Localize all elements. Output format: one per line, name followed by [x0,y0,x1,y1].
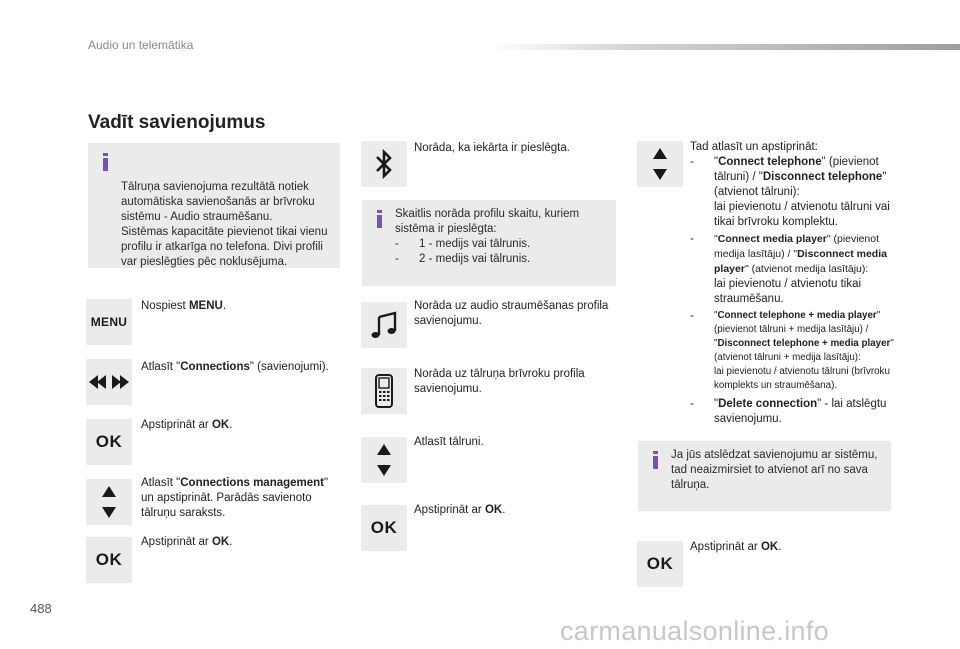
info-box-disconnect [638,441,891,511]
bluetooth-icon [361,141,407,187]
list-item: - 1 - medijs vai tālrunis. [395,238,531,250]
bluetooth-description: Norāda, ka iekārta ir pieslēgta. [414,142,570,154]
info-text: Ja jūs atslēdzat savienojumu ar sistēmu, tad neaizmirsiet to atvienot arī no sava tālruņa. [671,449,878,491]
up-down-arrows-icon [361,437,407,483]
menu-button-icon [86,299,132,345]
ok-button-icon: OK [86,537,132,583]
ok-button-icon: OK [86,419,132,465]
option-connect-media-player: - "Connect media player" (pievienot medija lasītāju) / "Disconnect media player" (atvienot medija lasītāju): lai pievienotu / atvienotu tikai straumēšanu. [690,233,887,305]
option-connect-telephone-media: - "Connect telephone + media player" (pievienot tālruni + medija lasītāju) / "Disconnect telephone + media player" (atvienot tālruni + medija lasītāju): lai pievienotu / atvienotu tālruni (brīvroku komplekts un straumēšana). [690,310,894,391]
music-note-icon [361,302,407,348]
mobile-phone-icon [361,368,407,414]
phone-description: Norāda uz tālruņa brīvroku profila savienojumu. [414,368,585,395]
option-delete-connection: - "Delete connection" - lai atslēgtu savienojumu. [690,398,887,425]
header-bar [490,44,960,50]
ok-button-icon: OK [361,505,407,551]
step-confirm-ok-1: Apstiprināt ar OK. [141,419,233,431]
up-down-arrows-icon [637,141,683,187]
section-header: Audio un telemātika [88,38,194,52]
info-text: Tālruņa savienojuma rezultātā notiek automātiska savienošanās ar brīvroku sistēmu - Audio straumēšanu. Sistēmas kapacitāte pievienot tikai vienu profilu ir atkarīga no telefona. Divi profili var pieslēgties pēc noklusējuma. [121,181,328,268]
info-box-profiles [362,200,616,286]
up-down-arrows-icon [86,479,132,525]
page-number: 488 [30,601,52,616]
ok-button-icon: OK [637,541,683,587]
page-title: Vadīt savienojumus [88,112,266,133]
list-item: - 2 - medijs vai tālrunis. [395,253,531,265]
info-icon [377,210,382,228]
options-list [690,140,900,427]
left-right-arrows-icon [86,359,132,405]
option-connect-telephone: - "Connect telephone" (pievienot tālruni) / "Disconnect telephone" (atvienot tālruni): lai pievienotu / atvienotu tālruni vai tikai brīvroku komplektu. [690,156,890,228]
step-confirm-ok-col3: Apstiprināt ar OK. [690,541,782,553]
info-box-connection [88,143,340,268]
step-press-menu: Nospiest MENU. [141,300,227,312]
step-select-connections: Atlasīt "Connections" (savienojumi). [141,361,329,373]
info-icon [103,153,108,171]
step-connections-management: Atlasīt "Connections management" un apstiprināt. Parādās savienoto tālruņu saraksts. [141,477,329,519]
info-icon [653,451,658,469]
step-confirm-ok-2: Apstiprināt ar OK. [141,536,233,548]
watermark: carmanualsonline.info [560,616,829,646]
options-intro: Tad atlasīt un apstiprināt: [690,141,818,153]
step-confirm-ok-col2: Apstiprināt ar OK. [414,504,506,516]
menu-label: MENU [90,315,128,329]
music-description: Norāda uz audio straumēšanas profila savienojumu. [414,300,609,327]
step-select-phone: Atlasīt tālruni. [414,436,484,448]
info-intro: Skaitlis norāda profilu skaitu, kuriem sistēma ir pieslēgta: [395,208,580,235]
